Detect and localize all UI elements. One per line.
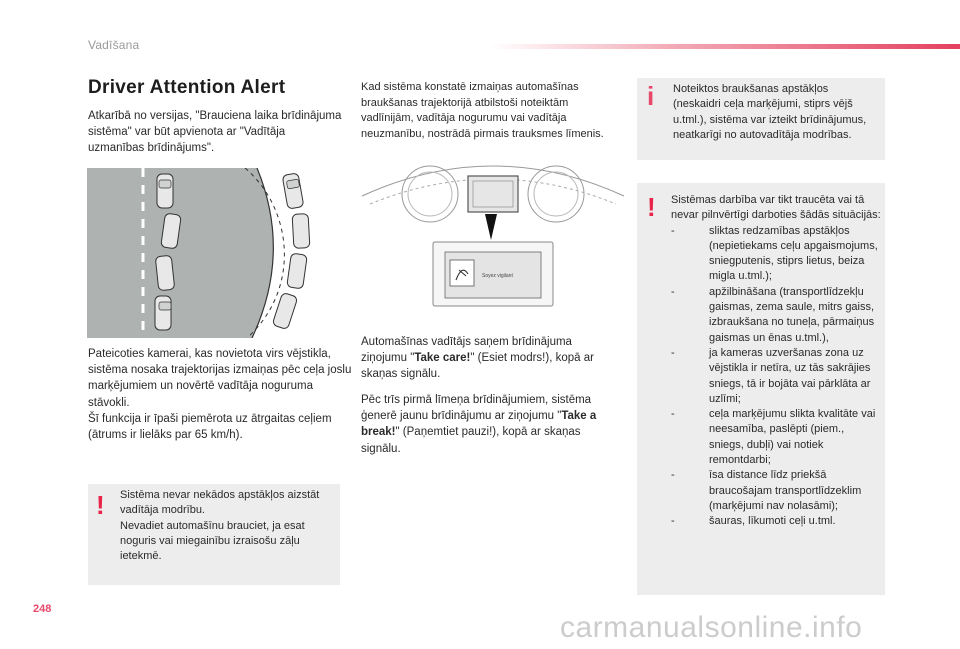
take-care-bold: Take care! — [414, 352, 471, 365]
intro-paragraph: Atkarībā no versijas, "Brauciena laika brīdinājuma sistēma" var būt apvienota ar "Vadītāja uzmanības brīdinājums". — [88, 110, 342, 155]
take-care-paragraph — [361, 334, 616, 383]
limitations-intro: Sistēmas darbība var tikt traucēta vai tā nevar pilnvērtīgi darboties šādās situācijās: — [671, 194, 881, 222]
info-icon: i — [647, 81, 655, 111]
display-label: Soyez vigilant — [482, 273, 513, 279]
list-item: - apžilbināšana (transportlīdzekļu gaismas, zema saule, mitrs gaiss, izbraukšana no tuneļa, pārmaiņus gaismas un ēnas u.tml.), — [671, 285, 881, 346]
list-item: - sliktas redzamības apstākļos (nepietiekams ceļu apgaismojums, sniegputenis, stiprs lietus, beiza migla u.tml.); — [671, 224, 881, 285]
take-care-post: " (Esiet modrs!), kopā ar skaņas signālu. — [361, 352, 594, 381]
take-break-post: " (Paņemtiet pauzi!), kopā ar skaņas signālu. — [361, 426, 581, 455]
page-number: 248 — [33, 603, 52, 615]
warning-box-attention — [88, 484, 340, 585]
warning-text-1: Sistēma nevar nekādos apstākļos aizstāt vadītāja modrību. — [120, 489, 320, 517]
lane-trajectory-illustration — [87, 168, 340, 338]
list-item: - ceļa marķējumu slikta kvalitāte vai neesamība, paslēpti (piem., sniegs, dubļi) vai notiek remontdarbi; — [671, 407, 881, 468]
camera-text-1: Pateicoties kamerai, kas novietota virs vējstikla, sistēma nosaka trajektorijas izmaiņas pēc ceļa joslu marķējumiem un novērtē vadītāja noguruma stāvokli. — [88, 348, 352, 409]
warning-icon: ! — [647, 192, 656, 222]
take-care-pre: Automašīnas vadītājs saņem brīdinājuma ziņojumu " — [361, 336, 572, 365]
watermark: carmanualsonline.info — [560, 611, 863, 644]
take-break-bold: Take a break! — [361, 410, 597, 439]
list-item: - ja kameras uzveršanas zona uz vējstikla ir netīra, uz tās sakrājies sniegs, tā ir bojāta vai pārklāta ar uzlīmi; — [671, 346, 881, 407]
warning-icon: ! — [96, 490, 105, 520]
instrument-cluster-illustration — [360, 146, 626, 318]
list-item: - šauras, līkumoti ceļi u.tml. — [671, 514, 881, 529]
take-a-break-paragraph — [361, 392, 616, 457]
camera-text-2: Šī funkcija ir īpaši piemērota uz ātrgaitas ceļiem (ātrums ir lielāks par 65 km/h). — [88, 412, 332, 442]
camera-paragraph — [88, 346, 353, 443]
first-level-alert-paragraph: Kad sistēma konstatē izmaiņas automašīnas braukšanas trajektorijā atbilstoši noteiktām vadlīnijām, vadītāja nogurumu vai vadītāja neuzmanību, nostrādā pirmais trauksmes līmenis. — [361, 81, 604, 140]
info-box — [637, 78, 885, 160]
warning-text-2: Nevadiet automašīnu brauciet, ja esat noguris vai miegainību izraisošu zāļu ietekmē. — [120, 519, 305, 563]
section-header: Vadīšana — [88, 38, 140, 52]
page-title: Driver Attention Alert — [88, 77, 286, 98]
header-accent-bar — [490, 44, 960, 49]
limitations-list — [671, 224, 881, 530]
warning-box-limitations — [637, 183, 885, 595]
list-item: - īsa distance līdz priekšā braucošajam transportlīdzeklim (marķējumi nav nolasāmi); — [671, 468, 881, 514]
take-break-pre: Pēc trīs pirmā līmeņa brīdinājumiem, sistēma ģenerē jaunu brīdinājumu ar ziņojumu " — [361, 394, 592, 423]
info-text: Noteiktos braukšanas apstākļos (neskaidri ceļa marķējumi, stiprs vējš u.tml.), sistēma var izteikt brīdinājumus, neatkarīgi no autovadītāja modrības. — [673, 83, 867, 141]
